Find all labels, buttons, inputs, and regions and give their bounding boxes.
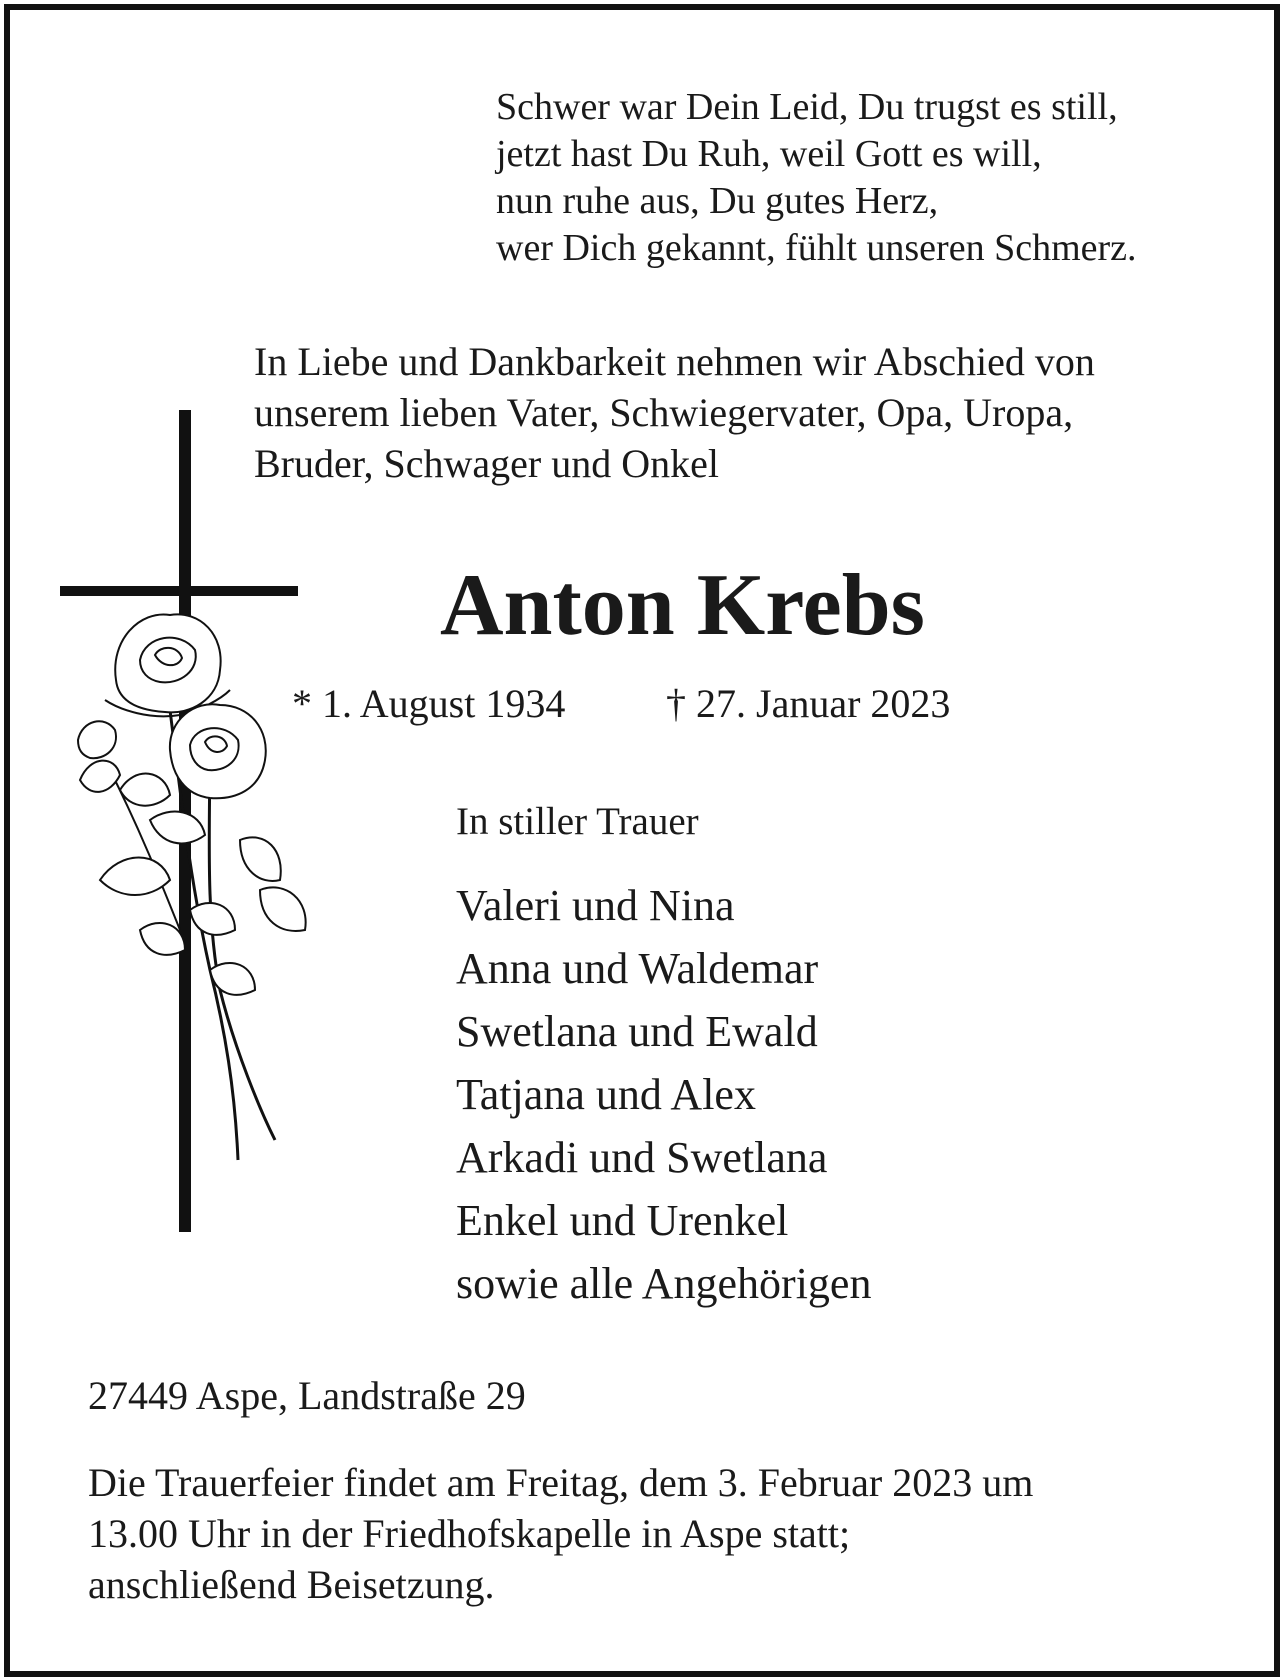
obituary-notice [4,4,1280,1677]
mourning-heading: In stiller Trauer [456,800,699,843]
family-address: 27449 Aspe, Landstraße 29 [88,1373,526,1418]
poem-line: nun ruhe aus, Du gutes Herz, [496,180,939,222]
mourner-entry: Swetlana und Ewald [456,1007,818,1056]
service-line: 13.00 Uhr in der Friedhofskapelle in Aspe statt; [88,1511,851,1556]
service-line: Die Trauerfeier findet am Freitag, dem 3. Februar 2023 um [88,1460,1034,1505]
funeral-service-info [88,1457,1033,1610]
mourner-entry: Enkel und Urenkel [456,1196,789,1245]
intro-line: In Liebe und Dankbarkeit nehmen wir Abschied von [254,339,1095,384]
mourners-list [456,874,871,1315]
mourner-entry: Tatjana und Alex [456,1070,756,1119]
mourner-entry: Valeri und Nina [456,881,735,930]
mourner-entry: sowie alle Angehörigen [456,1259,872,1308]
poem-line: jetzt hast Du Ruh, weil Gott es will, [496,133,1042,175]
poem-line: Schwer war Dein Leid, Du trugst es still, [496,86,1118,128]
death-date: † 27. Januar 2023 [666,681,951,726]
cross-with-roses-icon [60,410,320,1250]
service-line: anschließend Beisetzung. [88,1562,495,1607]
deceased-name: Anton Krebs [440,557,925,654]
mourner-entry: Anna und Waldemar [456,944,819,993]
intro-line: unserem lieben Vater, Schwiegervater, Opa, Uropa, [254,390,1074,435]
birth-date: * 1. August 1934 [292,681,566,726]
farewell-intro [254,336,1095,489]
intro-line: Bruder, Schwager und Onkel [254,441,719,486]
mourner-entry: Arkadi und Swetlana [456,1133,828,1182]
poem-line: wer Dich gekannt, fühlt unseren Schmerz. [496,227,1137,269]
poem-verse [496,84,1137,272]
